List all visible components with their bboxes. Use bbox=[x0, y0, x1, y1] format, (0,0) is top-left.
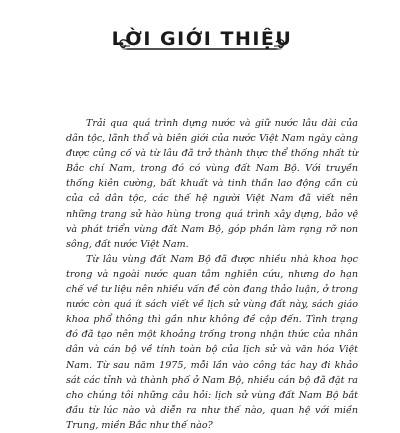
body-text bbox=[66, 116, 358, 433]
paragraph-2: Từ lâu vùng đất Nam Bộ đã được nhiều nhà khoa học trong và ngoài nước quan tâm nghiên cứu, nhưng do hạn chế về tư liệu nên nhiều vấn đề còn đang thảo luận, ở trong nước còn quá ít sách viết về lịch sử vùng đất này, sách giáo khoa phổ thông thì gần như không đề cập đến. Tình trạng đó đã tạo nên một khoảng trống trong nhận thức của nhân dân và cán bộ về tính toàn bộ của lịch sử và văn hóa Việt Nam. Từ sau năm 1975, mỗi lần vào công tác hay đi khảo sát các tỉnh và thành phố ở Nam Bộ, nhiều cán bộ đã đặt ra cho chúng tôi những câu hỏi: lịch sử vùng đất Nam Bộ bắt đầu từ lúc nào và diễn ra như thế nào, quan hệ với miền Trung, miền Bắc như thế nào? bbox=[66, 253, 358, 431]
page-title: LỜI GIỚI THIỆU bbox=[111, 28, 293, 50]
paragraph-1: Trải qua quá trình dựng nước và giữ nước lâu dài của dân tộc, lãnh thổ và biên giới của nước Việt Nam ngày càng được củng cố và từ lâu đã trở thành thực thể thống nhất từ Bắc chí Nam, trong đó có vùng đất Nam Bộ. Với truyền thống kiên cường, bất khuất và tinh thần lao động cần cù của cả dân tộc, các thế hệ người Việt Nam đã viết nên những trang sử hào hùng trong quá trình xây dựng, bảo vệ và phát triển vùng đất Nam Bộ, góp phần làm rạng rỡ non sông, đất nước Việt Nam. bbox=[66, 118, 358, 250]
title-banner bbox=[0, 18, 400, 62]
title-banner-graphic bbox=[0, 18, 400, 62]
